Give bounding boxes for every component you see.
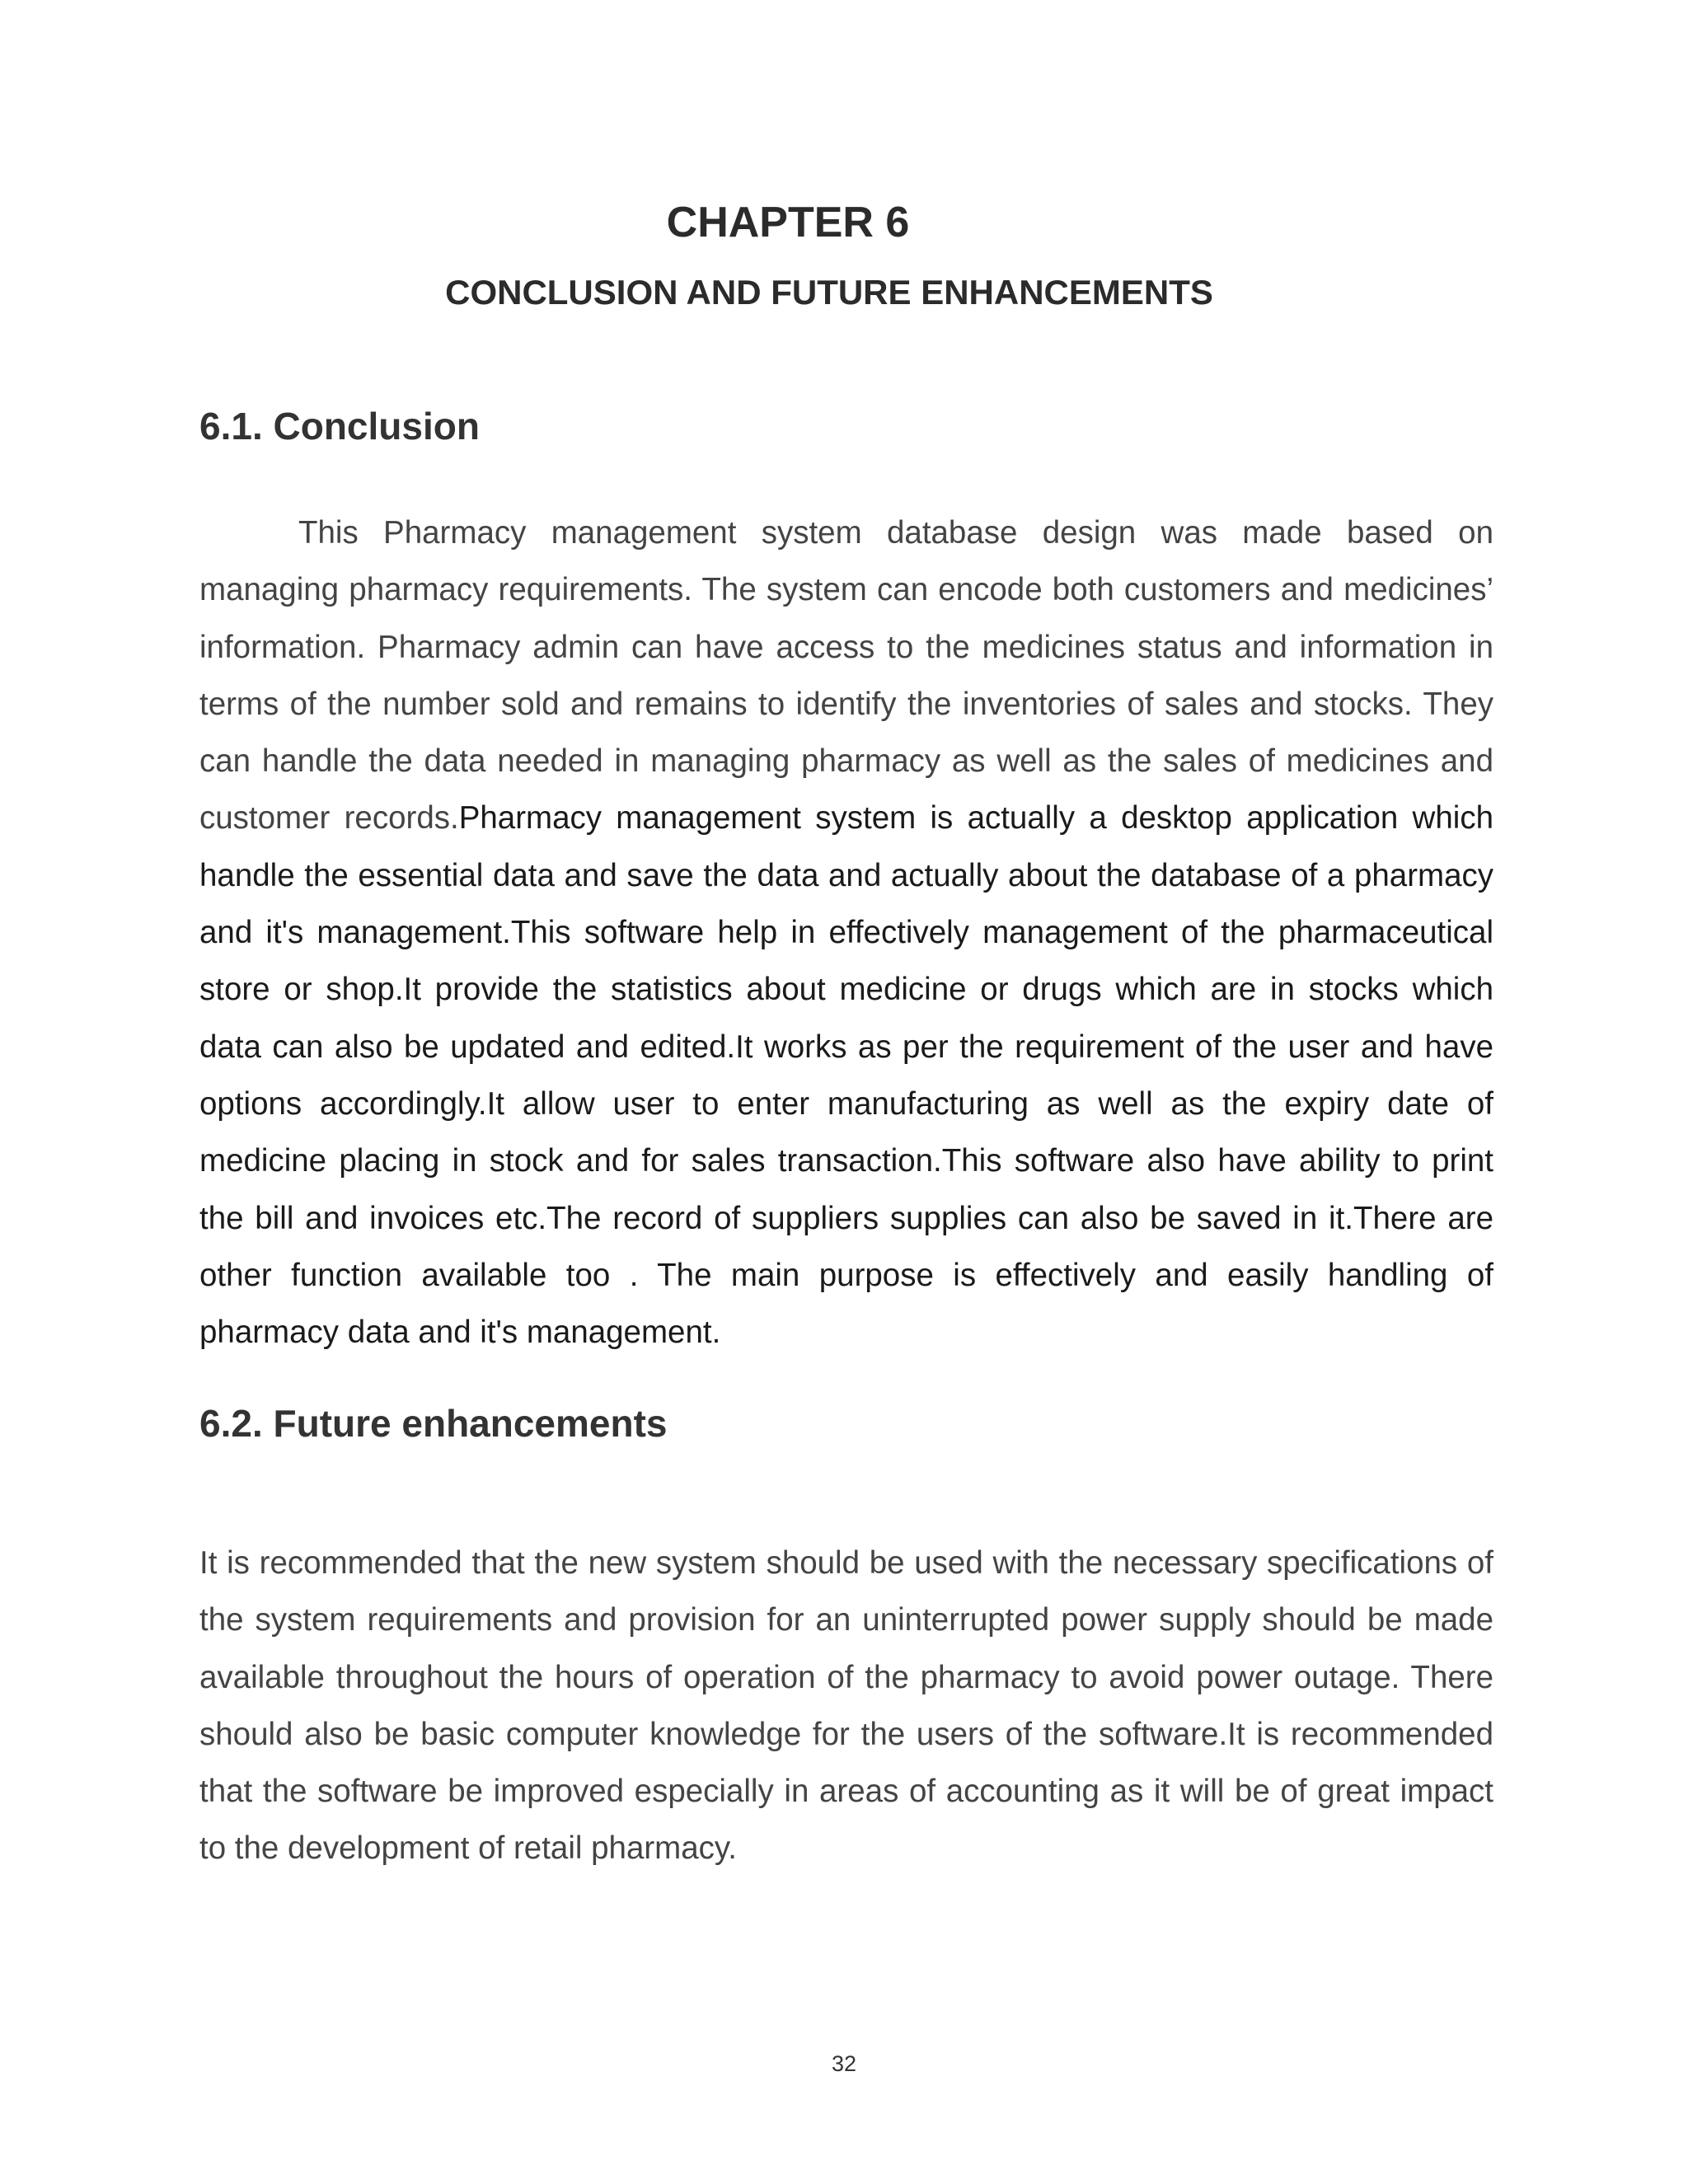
future-enhancements-paragraph: It is recommended that the new system should be used with the necessary specifications of the system requirements and provision for an uninterrupted power supply should be made available throughout the hours of operation of the pharmacy to avoid power outage. There should also be basic computer knowledge for the users of the software.It is recommended that the software be improved especially in areas of accounting as it will be of great impact to the development of retail pharmacy. [199, 1545, 1493, 1867]
conclusion-paragraph [199, 504, 1493, 1361]
section-heading-conclusion: 6.1. Conclusion [199, 405, 480, 448]
conclusion-paragraph-part2: Pharmacy management system is actually a desktop application which handle the essential data and save the data and actually about the database of a pharmacy and it's management.This software help in effectively management of the pharmaceutical store or shop.It provide the statistics about medicine or drugs which are in stocks which data can also be updated and edited.It works as per the requirement of the user and have options accordingly.It allow user to enter manufacturing as well as the expiry date of medicine placing in stock and for sales transaction.This software also have ability to print the bill and invoices etc.The record of suppliers supplies can also be saved in it.There are other function available too . The main purpose is effectively and easily handling of pharmacy data and it's management. [199, 800, 1493, 1351]
section-heading-future-enhancements: 6.2. Future enhancements [199, 1402, 668, 1445]
page-number: 32 [831, 2051, 857, 2076]
conclusion-paragraph-part1: This Pharmacy management system database design was made based on managing pharmacy requirements. The system can encode both customers and medicines’ information. Pharmacy admin can have access to the medicines status and information in terms of the number sold and remains to identify the inventories of sales and stocks. They can handle the data needed in managing pharmacy as well as the sales of medicines and customer records. [199, 515, 1493, 837]
chapter-subtitle: CONCLUSION AND FUTURE ENHANCEMENTS [445, 273, 1213, 312]
chapter-title: CHAPTER 6 [666, 199, 910, 246]
